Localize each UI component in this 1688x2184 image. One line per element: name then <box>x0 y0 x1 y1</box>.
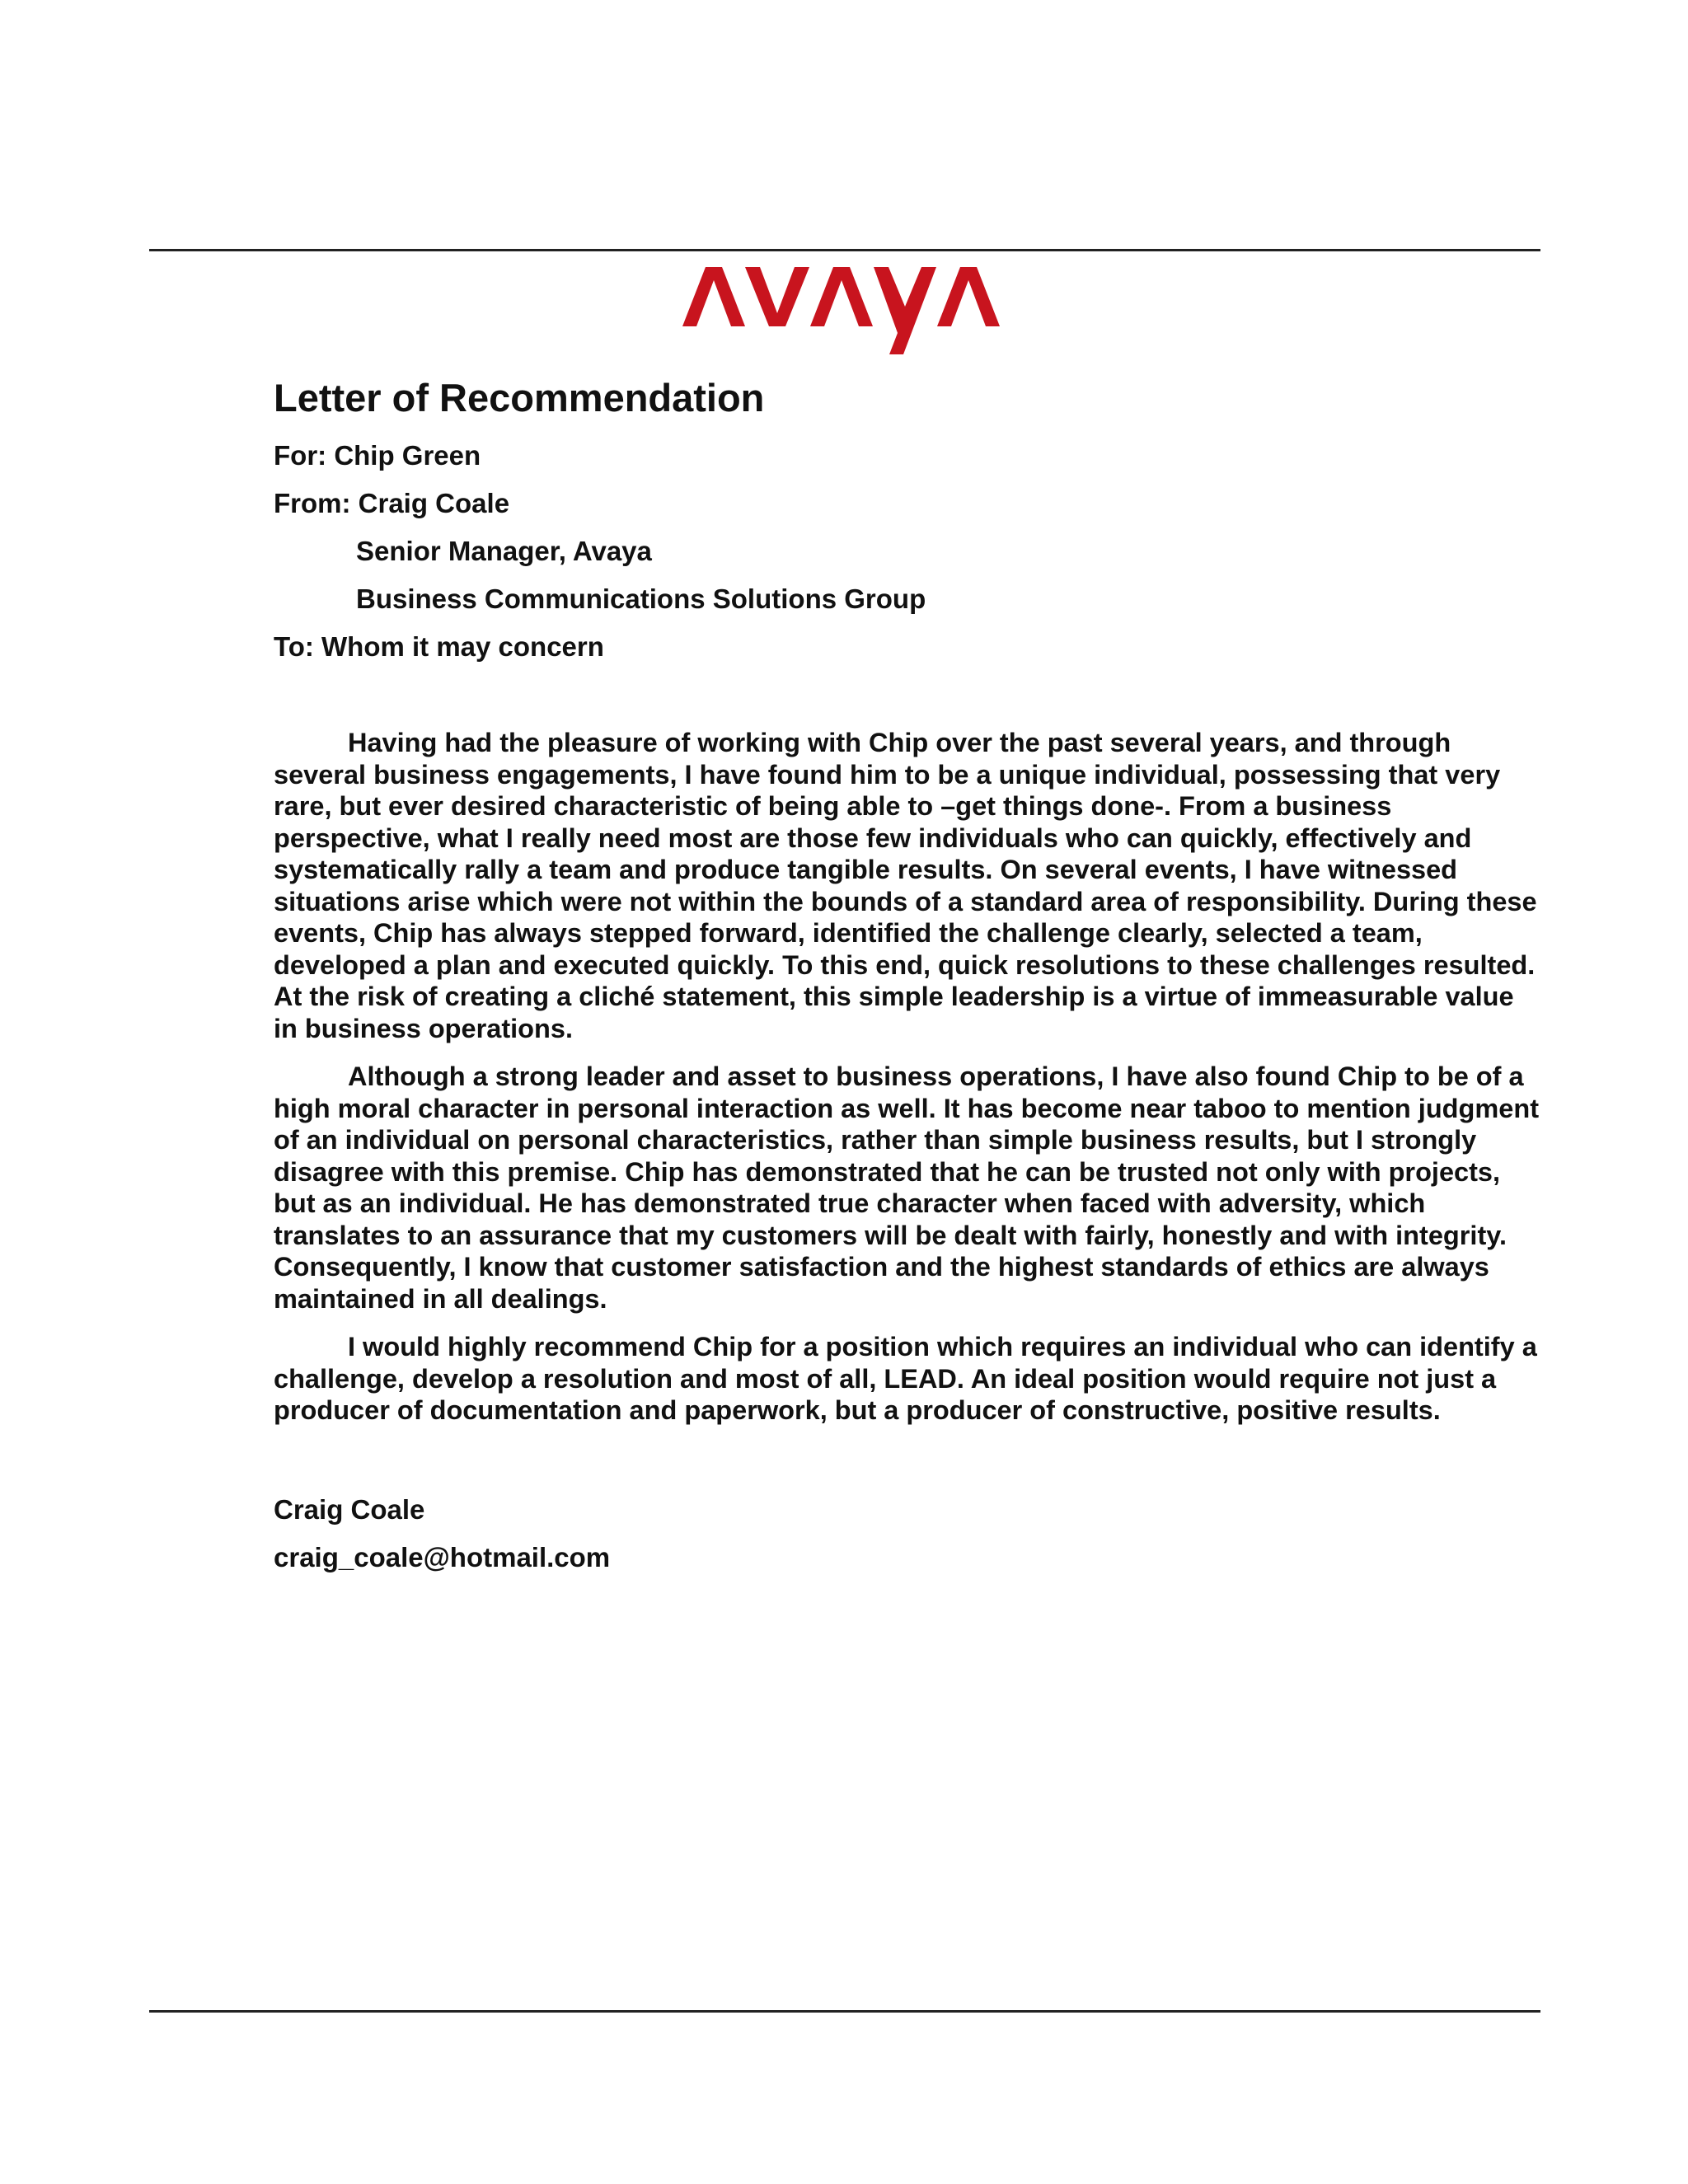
top-rule <box>149 249 1540 251</box>
sender-title: Senior Manager, Avaya <box>356 536 652 566</box>
letter-title: Letter of Recommendation <box>274 376 765 419</box>
recipient-line: For: Chip Green <box>274 440 481 471</box>
sender-line: From: Craig Coale <box>274 488 510 518</box>
signature-email[interactable]: craig_coale@hotmail.com <box>274 1541 611 1572</box>
paragraph-1: Having had the pleasure of working with Chip over the past several years, and through several business engagements, I have found him to be a unique individual, possessing that very rare, but ever desired characteristic of being able to –get things done-. From a business perspective, what I really need most are those few individuals who can quickly, effectively and systematically rally a team and produce tangible results. On several events, I have witnessed situations arise which were not within the bounds of a standard area of responsibility. During these events, Chip has always stepped forward, identified the challenge clearly, selected a team, developed a plan and executed quickly. To this end, quick resolutions to these challenges resulted. At the risk of creating a cliché statement, this simple leadership is a virtue of immeasurable value in business operations. <box>274 728 1537 1043</box>
sender-group: Business Communications Solutions Group <box>356 583 926 614</box>
paragraph-3: I would highly recommend Chip for a position which requires an individual who can identify a challenge, develop a resolution and most of all, LEAD. An ideal position would require not just a producer of documentation and paperwork, but a producer of constructive, positive results. <box>274 1332 1537 1425</box>
avaya-logo-graphic <box>681 262 1004 361</box>
bottom-rule <box>149 2010 1540 2013</box>
signature-name: Craig Coale <box>274 1493 425 1525</box>
paragraph-2: Although a strong leader and asset to business operations, I have also found Chip to be of a high moral character in personal interaction as well. It has become near taboo to mention judgment of an individual on personal characteristics, rather than simple business results, but I strongly disagree with this premise. Chip has demonstrated that he can be trusted not only with projects, but as an individual. He has demonstrated true character when faced with adversity, which translates to an assurance that my customers will be dealt with fairly, honestly and with integrity. Consequently, I know that customer satisfaction and the highest standards of ethics are always maintained in all dealings. <box>274 1062 1540 1314</box>
avaya-logo <box>681 262 1004 361</box>
addressee-line: To: Whom it may concern <box>274 631 604 662</box>
letter-body <box>274 373 1543 1582</box>
